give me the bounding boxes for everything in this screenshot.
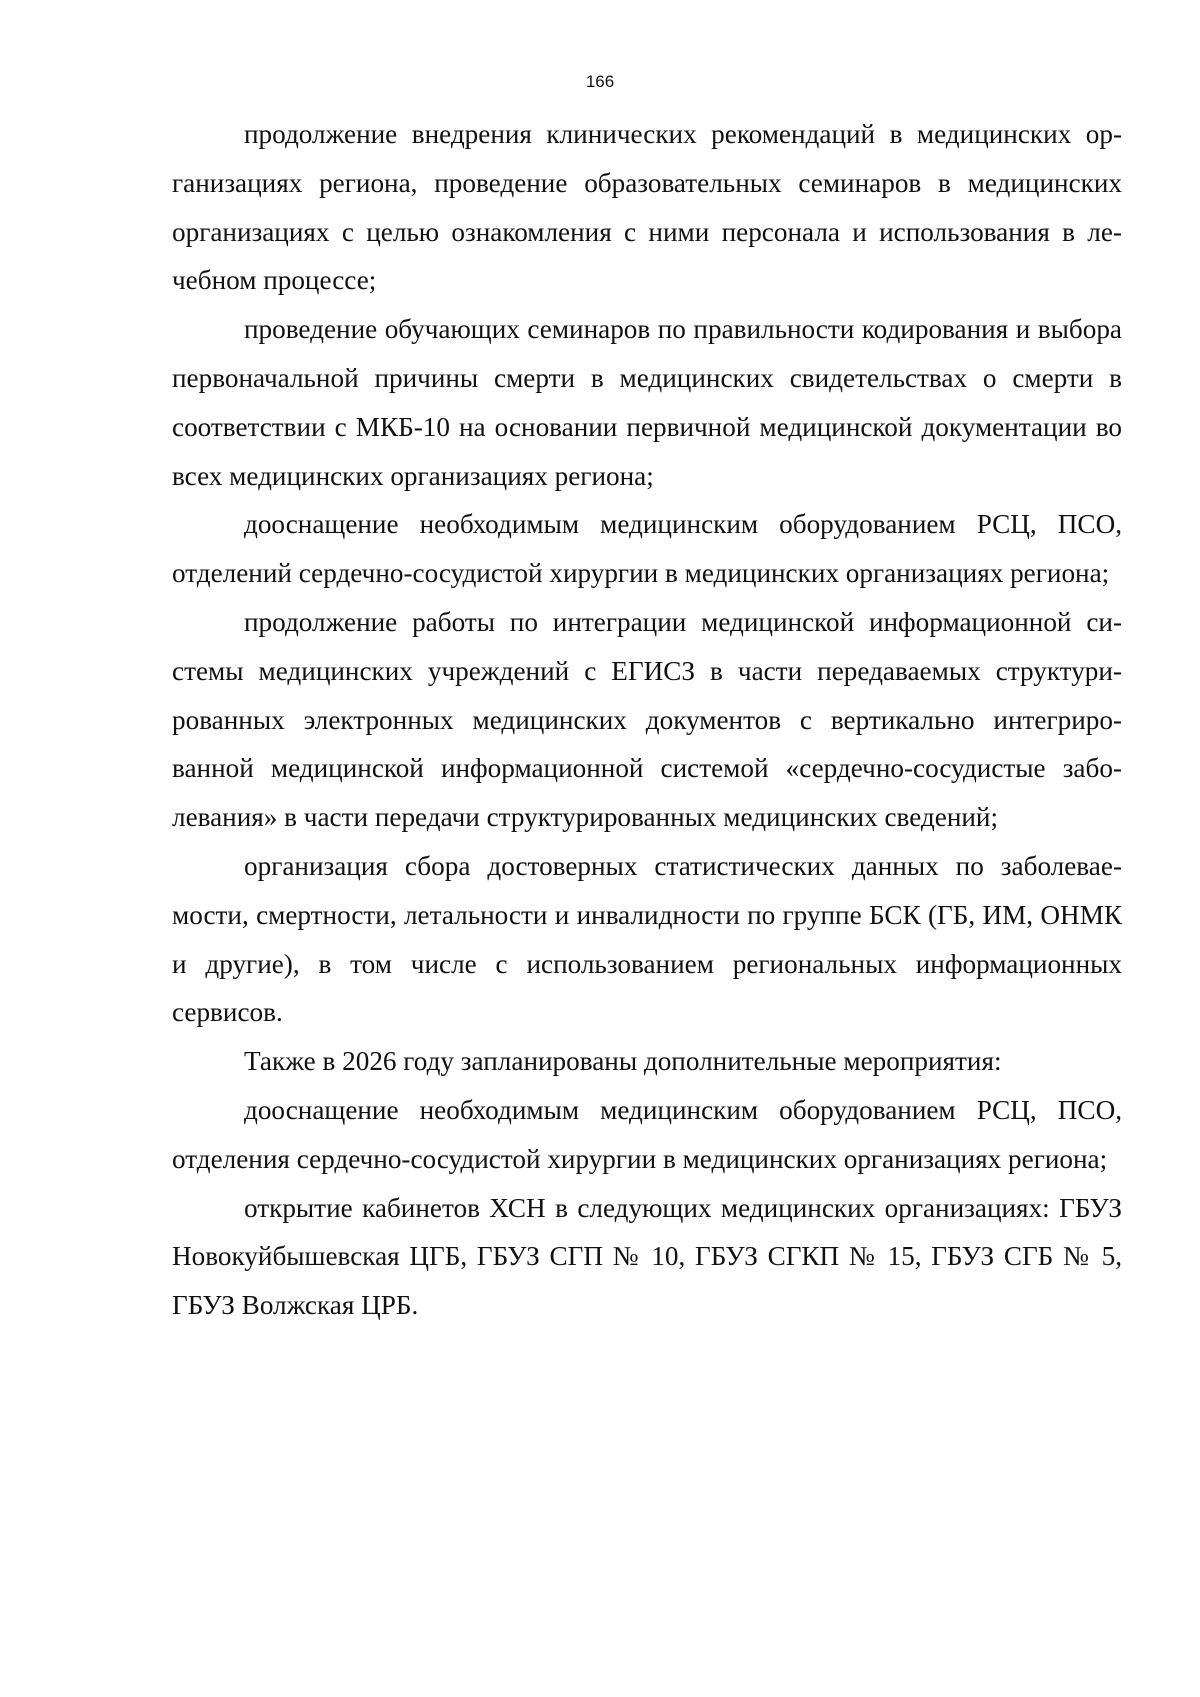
document-body <box>172 110 1122 1330</box>
page-number: 166 <box>585 72 615 91</box>
paragraph-statistics-collection: организация сбора достоверных статистических данных по заболеваемости, смертности, летальности и инвалидности по группе БСК (ГБ, ИМ, ОНМК и другие), в том числе с использованием региональных информационных сервисов. <box>172 850 1122 1028</box>
paragraph-2026-equipment: дооснащение необходимым медицинским оборудованием РСЦ, ПСО, отделения сердечно-сосудистой хирургии в медицинских организациях региона; <box>172 1094 1122 1174</box>
paragraph-coding-seminars: проведение обучающих семинаров по правильности кодирования и выбора первоначальной причины смерти в медицинских свидетельствах о смерти в соответствии с МКБ-10 на основании первичной медицинской документации во всех медицинских организациях региона; <box>172 314 1122 491</box>
paragraph-hsn-offices: открытие кабинетов ХСН в следующих медицинских организациях: ГБУЗ Новокуйбышевская ЦГБ, ГБУЗ СГП № 10, ГБУЗ СГКП № 15, ГБУЗ СГБ № 5, ГБУЗ Волжская ЦРБ. <box>172 1192 1122 1321</box>
paragraph-2026-plans-intro: Также в 2026 году запланированы дополнительные мероприятия: <box>244 1046 1002 1077</box>
paragraph-clinical-recommendations: продолжение внедрения клинических рекомендаций в медицинских организациях региона, проведение образовательных семинаров в медицинских организациях с целью ознакомления с ними персонала и использования в лечебном процессе; <box>172 119 1122 296</box>
paragraph-egisz-integration: продолжение работы по интеграции медицинской информационной системы медицинских учреждений с ЕГИСЗ в части передаваемых структурированных электронных медицинских документов с вертикально интегрированной медицинской информационной системой «сердечно-сосудистые заболевания» в части передачи структурированных медицинских сведений; <box>172 606 1122 833</box>
paragraph-equipment-upgrade: дооснащение необходимым медицинским оборудованием РСЦ, ПСО, отделений сердечно-сосудистой хирургии в медицинских организациях региона; <box>172 509 1122 589</box>
